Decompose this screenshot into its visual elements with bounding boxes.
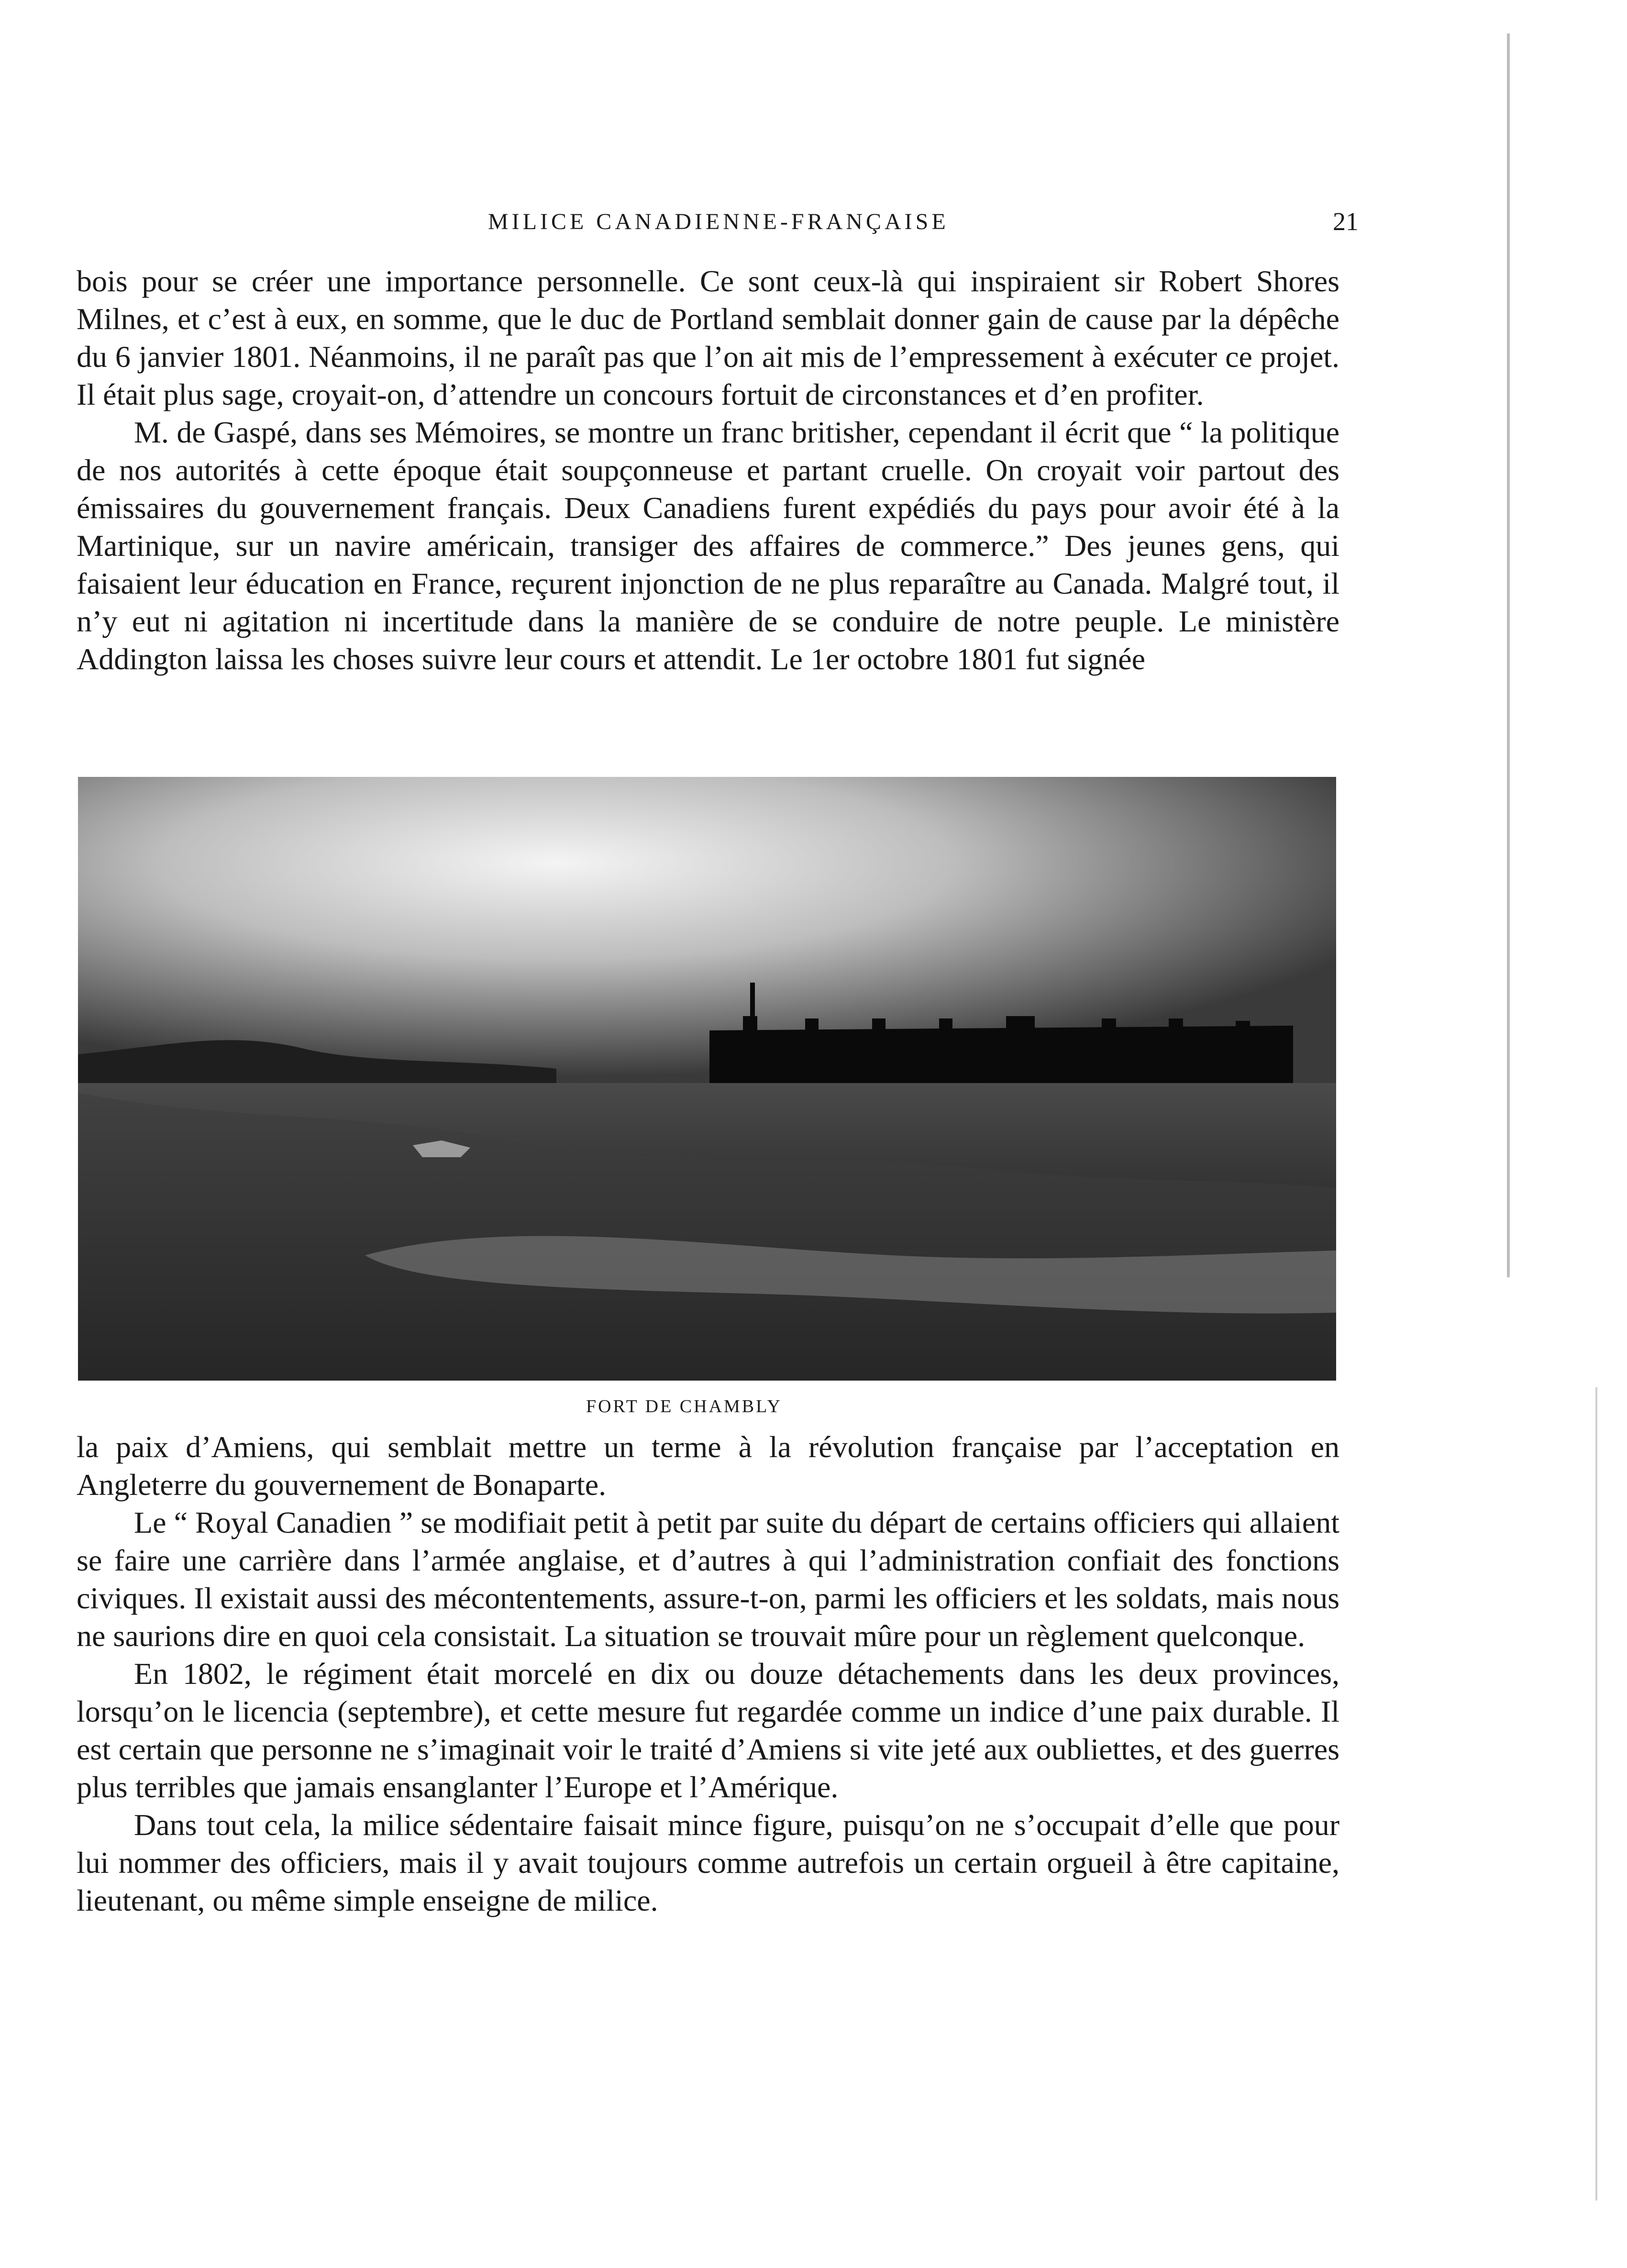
paragraph: M. de Gaspé, dans ses Mémoires, se montre un franc britisher, cependant il écrit que “ la politique de nos autorités à cette époque était soupçonneuse et partant cruelle. On croyait voir partout des émissaires du gouvernement français. Deux Canadiens furent expédiés du pays pour avoir été à la Martinique, sur un navire américain, transiger des affaires de commerce.” Des jeunes gens, qui faisaient leur éducation en France, reçurent injonction de ne plus reparaître au Canada. Malgré tout, il n’y eut ni agitation ni incertitude dans la manière de se conduire de notre peuple. Le ministère Addington laissa les choses suivre leur cours et attendit. Le 1er octobre 1801 fut signée — [77, 415, 1339, 676]
figure-caption: FORT DE CHAMBLY — [586, 1396, 783, 1416]
text-block-before-figure — [77, 262, 1339, 678]
paragraph: Le “ Royal Canadien ” se modifiait petit à petit par suite du départ de certains officiers qui allaient se faire une carrière dans l’armée anglaise, et d’autres à qui l’administration confiait des fonctions civiques. Il existait aussi des mécontentements, assure-t-on, parmi les officiers et les soldats, mais nous ne saurions dire en quoi cela consistait. La situation se trouvait mûre pour un règlement quelconque. — [77, 1505, 1339, 1653]
running-head: MILICE CANADIENNE-FRANÇAISE — [488, 209, 949, 234]
fort-chambly-photograph — [78, 777, 1336, 1381]
photo-illustration — [78, 777, 1336, 1381]
margin-scan-edge — [1595, 1387, 1597, 2201]
paragraph: En 1802, le régiment était morcelé en dix ou douze détachements dans les deux provinces, lorsqu’on le licencia (septembre), et cette mesure fut regardée comme un indice d’une paix durable. Il est certain que personne ne s’imaginait voir le traité d’Amiens si vite jeté aux oubliettes, et des guerres plus terribles que jamais ensanglanter l’Europe et l’Amérique. — [77, 1657, 1339, 1804]
page-number: 21 — [1333, 207, 1359, 236]
paragraph: Dans tout cela, la milice sédentaire faisait mince figure, puisqu’on ne s’occupait d’elle que pour lui nommer des officiers, mais il y avait toujours comme autrefois un certain orgueil à être capitaine, lieutenant, ou même simple enseigne de milice. — [77, 1808, 1339, 1917]
paragraph: bois pour se créer une importance personnelle. Ce sont ceux-là qui inspiraient sir Robert Shores Milnes, et c’est à eux, en somme, que le duc de Portland semblait donner gain de cause par la dépêche du 6 janvier 1801. Néanmoins, il ne paraît pas que l’on ait mis de l’empressement à exécuter ce projet. Il était plus sage, croyait-on, d’attendre un concours fortuit de circonstances et d’en profiter. — [77, 264, 1339, 411]
text-block-after-figure — [77, 1428, 1339, 1919]
fort-silhouette — [709, 1026, 1293, 1083]
paragraph: la paix d’Amiens, qui semblait mettre un terme à la révolution française par l’acceptation en Angleterre du gouvernement de Bonaparte. — [77, 1430, 1339, 1502]
margin-scan-edge — [1507, 33, 1510, 1277]
